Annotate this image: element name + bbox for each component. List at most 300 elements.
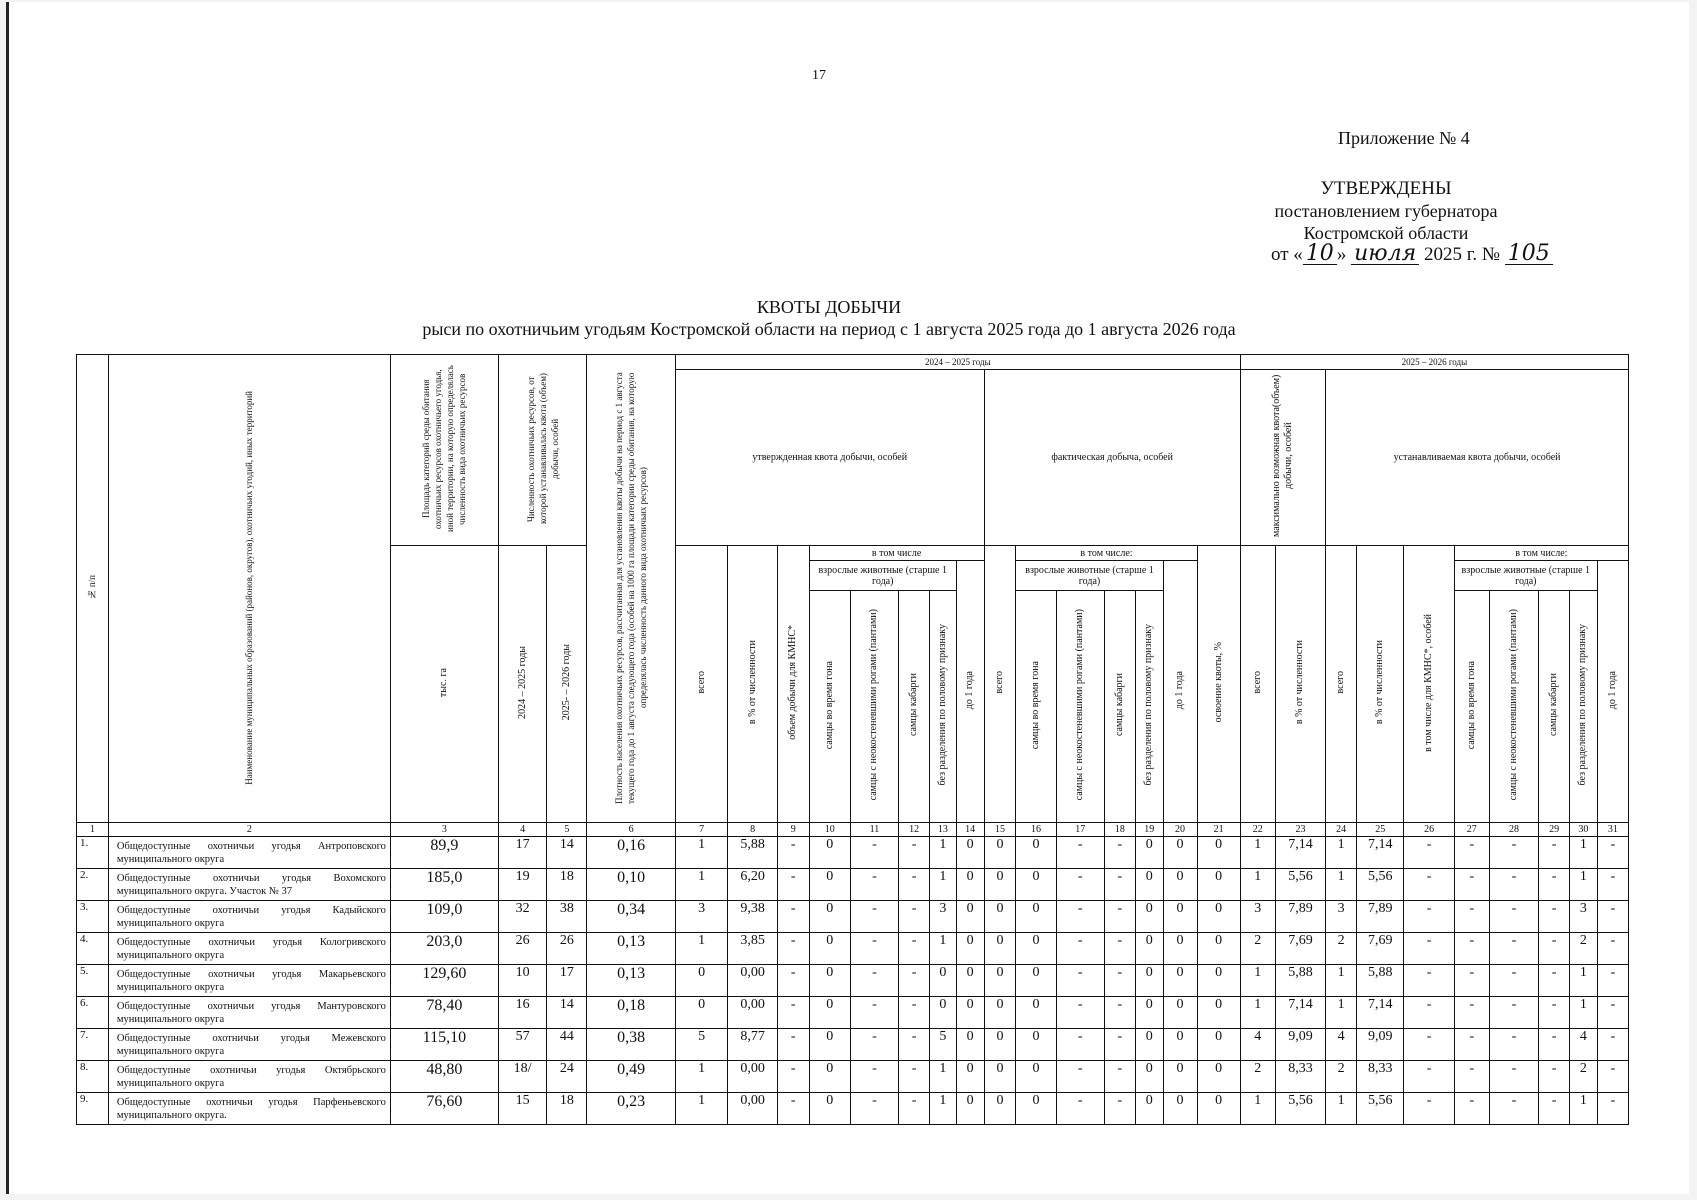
row-name — [108, 837, 390, 869]
table-cell: 0 — [1197, 1061, 1240, 1093]
table-cell: - — [777, 869, 809, 901]
table-cell: 1 — [675, 869, 727, 901]
header-young-14: до 1 года — [956, 561, 984, 823]
table-cell: - — [1454, 837, 1489, 869]
table-row — [77, 1029, 1629, 1061]
column-number: 17 — [1056, 823, 1104, 837]
table-cell: 0 — [984, 1029, 1016, 1061]
table-cell: 0 — [809, 965, 850, 997]
table-cell: 0 — [809, 1029, 850, 1061]
table-cell: 0 — [1135, 901, 1163, 933]
table-cell: 15 — [498, 1093, 546, 1125]
table-cell: 2 — [1326, 1061, 1357, 1093]
table-cell: 5 — [675, 1029, 727, 1061]
row-number: 5. — [77, 965, 109, 997]
column-number: 4 — [498, 823, 546, 837]
table-cell: - — [1404, 1029, 1454, 1061]
table-cell: 0 — [1135, 965, 1163, 997]
table-cell: 0 — [675, 997, 727, 1029]
column-number: 12 — [899, 823, 930, 837]
document-title-block — [9, 296, 1649, 340]
table-cell: 0 — [1016, 1061, 1056, 1093]
table-cell: 0 — [1016, 837, 1056, 869]
table-cell: 0 — [956, 965, 984, 997]
table-cell: - — [1056, 933, 1104, 965]
row-name — [108, 997, 390, 1029]
table-cell: - — [850, 837, 898, 869]
header-pct-23: в % от численности — [1275, 546, 1325, 823]
table-cell: 0 — [809, 869, 850, 901]
approval-line-1: постановлением губернатора — [1274, 201, 1498, 221]
table-cell: - — [899, 933, 930, 965]
table-cell: 1 — [675, 1061, 727, 1093]
column-number: 7 — [675, 823, 727, 837]
table-cell: 0 — [984, 933, 1016, 965]
header-antlers-17: самцы с неокостеневшими рогами (пантами) — [1056, 591, 1104, 823]
header-max-quota: максимально возможная квота(объем) добычи, особей — [1240, 370, 1325, 546]
table-cell: 0 — [1135, 869, 1163, 901]
table-row — [77, 1093, 1629, 1125]
table-row — [77, 1061, 1629, 1093]
table-cell: - — [1597, 1061, 1628, 1093]
column-number: 8 — [728, 823, 777, 837]
header-rut-10: самцы во время гона — [809, 591, 850, 823]
table-cell: - — [1539, 1093, 1570, 1125]
column-number: 15 — [984, 823, 1016, 837]
column-number: 29 — [1539, 823, 1570, 837]
table-cell: 32 — [498, 901, 546, 933]
header-nosex-30: без разделения по половому признаку — [1570, 591, 1598, 823]
table-cell: 0 — [1163, 869, 1197, 901]
table-cell: 0 — [1135, 997, 1163, 1029]
table-cell: 18/ — [498, 1061, 546, 1093]
table-cell: 57 — [498, 1029, 546, 1061]
table-cell: 1 — [1570, 837, 1598, 869]
table-cell: 0 — [1016, 1093, 1056, 1125]
table-cell: 0 — [984, 997, 1016, 1029]
table-cell: 18 — [547, 1093, 587, 1125]
header-musk-29: самцы кабарги — [1539, 591, 1570, 823]
table-cell: 78,40 — [390, 997, 498, 1029]
header-antlers-11: самцы с неокостеневшими рогами (пантами) — [850, 591, 898, 823]
table-cell: 0 — [1163, 1093, 1197, 1125]
column-number: 21 — [1197, 823, 1240, 837]
row-name — [108, 933, 390, 965]
table-cell: - — [777, 901, 809, 933]
table-cell: 0,00 — [728, 965, 777, 997]
header-adults-b: взрослые животные (старше 1 года) — [1016, 561, 1163, 591]
table-cell: 109,0 — [390, 901, 498, 933]
table-cell: 7,89 — [1275, 901, 1325, 933]
table-cell: - — [1539, 933, 1570, 965]
row-name-text: Общедоступные охотничьи угодья Вохомского муниципального округа. Участок № 37 — [116, 873, 386, 897]
table-cell: 0,00 — [728, 1061, 777, 1093]
table-cell: 0 — [1016, 901, 1056, 933]
table-cell: 5,56 — [1275, 1093, 1325, 1125]
table-cell: - — [1404, 901, 1454, 933]
table-cell: 1 — [1240, 869, 1275, 901]
table-cell: 3 — [1570, 901, 1598, 933]
table-cell: 7,14 — [1357, 837, 1404, 869]
table-cell: - — [1597, 997, 1628, 1029]
table-cell: - — [1454, 933, 1489, 965]
table-cell: - — [850, 965, 898, 997]
row-name-text: Общедоступные охотничьи угодья Октябрьского муниципального округа — [116, 1065, 386, 1089]
appendix-label: Приложение № 4 — [1338, 128, 1470, 148]
table-cell: 0,38 — [587, 1029, 676, 1061]
table-cell: 26 — [498, 933, 546, 965]
header-area: Площадь категорий среды обитания охотничьих ресурсов охотничьего угодья, иной территории, на которую определялась численность вида охотничьих ресурсов — [390, 355, 498, 546]
table-cell: 0 — [984, 1093, 1016, 1125]
table-cell: - — [1539, 997, 1570, 1029]
date-prefix: от « — [1271, 244, 1303, 265]
table-cell: 9,09 — [1357, 1029, 1404, 1061]
table-cell: 0,00 — [728, 997, 777, 1029]
table-cell: - — [1056, 997, 1104, 1029]
table-cell: 5,56 — [1357, 1093, 1404, 1125]
header-rut-16: самцы во время гона — [1016, 591, 1056, 823]
table-cell: - — [1056, 965, 1104, 997]
table-cell: 0 — [984, 869, 1016, 901]
table-cell: - — [1404, 1061, 1454, 1093]
table-cell: 48,80 — [390, 1061, 498, 1093]
table-cell: 1 — [1326, 837, 1357, 869]
table-cell: - — [850, 1093, 898, 1125]
table-cell: - — [1454, 1093, 1489, 1125]
header-period-2025: 2025 – 2026 годы — [1240, 355, 1628, 370]
table-cell: 2 — [1240, 1061, 1275, 1093]
table-cell: 19 — [498, 869, 546, 901]
table-cell: - — [1104, 869, 1135, 901]
approval-stamp — [1271, 178, 1550, 266]
table-cell: - — [1104, 1061, 1135, 1093]
header-antlers-28: самцы с неокостеневшими рогами (пантами) — [1489, 591, 1538, 823]
row-name-text: Общедоступные охотничьи угодья Антроповского муниципального округа — [116, 841, 386, 865]
table-cell: 0 — [956, 1093, 984, 1125]
table-cell: 1 — [1326, 997, 1357, 1029]
table-cell: 0 — [1135, 837, 1163, 869]
table-cell: 1 — [1326, 965, 1357, 997]
table-cell: 0 — [1163, 997, 1197, 1029]
table-cell: 8,33 — [1275, 1061, 1325, 1093]
table-cell: 0 — [1197, 837, 1240, 869]
table-cell: 185,0 — [390, 869, 498, 901]
table-cell: 0 — [956, 901, 984, 933]
column-number: 10 — [809, 823, 850, 837]
table-cell: 4 — [1570, 1029, 1598, 1061]
row-name — [108, 869, 390, 901]
column-number: 11 — [850, 823, 898, 837]
table-cell: - — [1539, 965, 1570, 997]
table-cell: 4 — [1240, 1029, 1275, 1061]
table-cell: - — [777, 1029, 809, 1061]
table-cell: - — [1404, 837, 1454, 869]
table-cell: - — [1539, 1029, 1570, 1061]
table-cell: 17 — [498, 837, 546, 869]
table-cell: - — [1454, 869, 1489, 901]
row-name-text: Общедоступные охотничьи угодья Межевского муниципального округа — [116, 1033, 386, 1057]
date-mid: » — [1336, 244, 1347, 265]
table-cell: 0 — [1135, 1061, 1163, 1093]
table-cell: - — [1104, 933, 1135, 965]
table-cell: - — [899, 1093, 930, 1125]
table-cell: 0 — [1163, 837, 1197, 869]
table-cell: - — [1454, 1061, 1489, 1093]
table-cell: 0 — [1016, 869, 1056, 901]
column-number: 28 — [1489, 823, 1538, 837]
table-cell: 8,33 — [1357, 1061, 1404, 1093]
header-young-31: до 1 года — [1597, 561, 1628, 823]
table-cell: - — [1597, 901, 1628, 933]
row-name-text: Общедоступные охотничьи угодья Мантуровского муниципального округа — [116, 1001, 386, 1025]
table-row — [77, 901, 1629, 933]
header-population: Численность охотничьих ресурсов, от которой устанавливалась квота (объем) добычи, особей — [498, 355, 586, 546]
document-title: КВОТЫ ДОБЫЧИ — [756, 297, 902, 317]
table-cell: 0 — [984, 965, 1016, 997]
header-pop-y2: 2025- – 2026 годы — [547, 546, 587, 823]
table-row — [77, 837, 1629, 869]
table-cell: 0 — [1197, 965, 1240, 997]
table-cell: - — [1056, 1061, 1104, 1093]
column-number: 5 — [547, 823, 587, 837]
table-cell: - — [1454, 901, 1489, 933]
row-name-text: Общедоступные охотничьи угодья Макарьевского муниципального округа — [116, 969, 386, 993]
row-name — [108, 1061, 390, 1093]
approval-line-2: Костромской области — [1303, 223, 1469, 243]
table-cell: 1 — [1570, 869, 1598, 901]
row-number: 3. — [77, 901, 109, 933]
table-cell: 0,49 — [587, 1061, 676, 1093]
table-cell: 0 — [1163, 933, 1197, 965]
column-number: 20 — [1163, 823, 1197, 837]
column-number: 13 — [930, 823, 957, 837]
table-cell: 3 — [1240, 901, 1275, 933]
row-name — [108, 1093, 390, 1125]
header-adults-c: взрослые животные (старше 1 года) — [1454, 561, 1597, 591]
header-actual: фактическая добыча, особей — [984, 370, 1240, 546]
table-cell: - — [1489, 1093, 1538, 1125]
table-cell: - — [899, 901, 930, 933]
table-cell: 0 — [1197, 1029, 1240, 1061]
table-cell: 0 — [956, 869, 984, 901]
header-pop-y1: 2024 – 2025 годы — [498, 546, 546, 823]
table-cell: 5,88 — [728, 837, 777, 869]
table-cell: - — [1056, 901, 1104, 933]
quota-table — [76, 354, 1629, 1125]
table-cell: 3 — [930, 901, 957, 933]
table-cell: - — [777, 965, 809, 997]
header-total-24: всего — [1326, 546, 1357, 823]
row-name-text: Общедоступные охотничьи угодья Кадыйского муниципального округа — [116, 905, 386, 929]
table-cell: 7,89 — [1357, 901, 1404, 933]
table-cell: 1 — [1326, 1093, 1357, 1125]
table-cell: 0 — [930, 997, 957, 1029]
column-number: 2 — [108, 823, 390, 837]
table-cell: - — [1104, 997, 1135, 1029]
column-number: 22 — [1240, 823, 1275, 837]
column-number-row — [77, 823, 1629, 837]
table-cell: - — [850, 933, 898, 965]
table-cell: 0 — [809, 837, 850, 869]
table-cell: 0 — [956, 997, 984, 1029]
table-cell: 3,85 — [728, 933, 777, 965]
table-cell: 1 — [675, 933, 727, 965]
table-cell: 0,18 — [587, 997, 676, 1029]
table-cell: 7,14 — [1275, 997, 1325, 1029]
date-year: 2025 г. № — [1423, 244, 1500, 265]
approval-date — [1271, 241, 1550, 266]
handwritten-number: 105 — [1505, 244, 1553, 265]
table-cell: 0 — [809, 901, 850, 933]
table-cell: 0 — [1197, 869, 1240, 901]
table-cell: - — [850, 1061, 898, 1093]
header-incl-c: в том числе: — [1454, 546, 1628, 561]
table-cell: - — [1104, 1093, 1135, 1125]
table-cell: 0 — [1016, 933, 1056, 965]
column-number: 1 — [77, 823, 109, 837]
table-cell: 0 — [809, 933, 850, 965]
table-cell: - — [1597, 965, 1628, 997]
table-cell: 0 — [1135, 1029, 1163, 1061]
table-cell: 1 — [1240, 997, 1275, 1029]
table-cell: - — [1056, 1093, 1104, 1125]
table-cell: 1 — [930, 837, 957, 869]
header-incl-b: в том числе: — [1016, 546, 1197, 561]
table-cell: 1 — [1570, 1093, 1598, 1125]
table-cell: 0 — [1016, 1029, 1056, 1061]
table-cell: 7,14 — [1357, 997, 1404, 1029]
table-cell: - — [1404, 933, 1454, 965]
column-number: 31 — [1597, 823, 1628, 837]
table-row — [77, 997, 1629, 1029]
table-cell: 115,10 — [390, 1029, 498, 1061]
row-number: 9. — [77, 1093, 109, 1125]
table-cell: 0 — [1197, 933, 1240, 965]
row-name — [108, 1029, 390, 1061]
table-cell: - — [1489, 997, 1538, 1029]
table-cell: - — [850, 901, 898, 933]
table-cell: 0,13 — [587, 933, 676, 965]
row-name-text: Общедоступные охотничьи угодья Кологривского муниципального округа — [116, 937, 386, 961]
table-cell: - — [1056, 869, 1104, 901]
table-cell: 3 — [675, 901, 727, 933]
table-cell: - — [1404, 965, 1454, 997]
table-cell: 0 — [984, 1061, 1016, 1093]
header-set-quota: устанавливаемая квота добычи, особей — [1326, 370, 1629, 546]
table-cell: - — [1104, 837, 1135, 869]
header-rut-27: самцы во время гона — [1454, 591, 1489, 823]
table-cell: - — [1056, 1029, 1104, 1061]
table-cell: 0 — [956, 933, 984, 965]
table-cell: - — [1489, 933, 1538, 965]
table-cell: 16 — [498, 997, 546, 1029]
header-adults-a: взрослые животные (старше 1 года) — [809, 561, 956, 591]
table-cell: - — [777, 1061, 809, 1093]
table-cell: - — [1489, 1029, 1538, 1061]
header-period-2024: 2024 – 2025 годы — [675, 355, 1240, 370]
table-cell: 1 — [1570, 965, 1598, 997]
column-number: 25 — [1357, 823, 1404, 837]
table-cell: - — [1597, 933, 1628, 965]
table-cell: - — [1404, 1093, 1454, 1125]
document-page — [6, 2, 1689, 1194]
table-cell: - — [1597, 1093, 1628, 1125]
column-number: 19 — [1135, 823, 1163, 837]
table-cell: 8,77 — [728, 1029, 777, 1061]
table-cell: - — [899, 837, 930, 869]
column-number: 18 — [1104, 823, 1135, 837]
column-number: 24 — [1326, 823, 1357, 837]
row-number: 8. — [77, 1061, 109, 1093]
table-cell: 1 — [930, 869, 957, 901]
table-cell: 44 — [547, 1029, 587, 1061]
row-number: 4. — [77, 933, 109, 965]
table-cell: 0 — [1016, 965, 1056, 997]
column-number: 27 — [1454, 823, 1489, 837]
table-cell: 0 — [1163, 1029, 1197, 1061]
table-cell: 1 — [675, 837, 727, 869]
table-cell: 0 — [1135, 1093, 1163, 1125]
column-number: 3 — [390, 823, 498, 837]
column-number: 9 — [777, 823, 809, 837]
table-cell: 9,09 — [1275, 1029, 1325, 1061]
table-cell: - — [777, 837, 809, 869]
column-number: 26 — [1404, 823, 1454, 837]
table-cell: 26 — [547, 933, 587, 965]
row-number: 7. — [77, 1029, 109, 1061]
table-cell: - — [1539, 837, 1570, 869]
table-cell: - — [1104, 1029, 1135, 1061]
row-name-text: Общедоступные охотничьи угодья Парфеньевского муниципального округа. — [116, 1097, 386, 1121]
table-cell: - — [1404, 997, 1454, 1029]
table-cell: 2 — [1240, 933, 1275, 965]
table-cell: 18 — [547, 869, 587, 901]
handwritten-month: июля — [1351, 244, 1419, 265]
header-kmns-9: объем добычи для КМНС* — [777, 546, 809, 823]
table-cell: 129,60 — [390, 965, 498, 997]
header-name: Наименование муниципальных образований (районов, округов), охотничьих угодий, иных территорий — [108, 355, 390, 823]
table-cell: - — [1597, 1029, 1628, 1061]
table-cell: - — [1489, 965, 1538, 997]
table-cell: 5,88 — [1275, 965, 1325, 997]
table-cell: 5,56 — [1275, 869, 1325, 901]
table-cell: 2 — [1570, 933, 1598, 965]
table-cell: 2 — [1326, 933, 1357, 965]
table-cell: 89,9 — [390, 837, 498, 869]
table-row — [77, 933, 1629, 965]
table-cell: 2 — [1570, 1061, 1598, 1093]
header-mastery: освоение квоты, % — [1197, 546, 1240, 823]
table-cell: - — [1104, 965, 1135, 997]
table-row — [77, 869, 1629, 901]
header-nosex-13: без разделения по половому признаку — [930, 591, 957, 823]
table-body — [77, 823, 1629, 1125]
table-cell: - — [850, 997, 898, 1029]
table-cell: - — [777, 1093, 809, 1125]
header-pct-25: в % от численности — [1357, 546, 1404, 823]
table-cell: - — [850, 869, 898, 901]
table-cell: - — [899, 1061, 930, 1093]
table-cell: - — [1597, 837, 1628, 869]
table-cell: 6,20 — [728, 869, 777, 901]
table-cell: 0,23 — [587, 1093, 676, 1125]
header-kmns-26: в том числе для КМНС*, особей — [1404, 546, 1454, 823]
table-cell: 0 — [930, 965, 957, 997]
table-cell: 5,88 — [1357, 965, 1404, 997]
table-cell: 4 — [1326, 1029, 1357, 1061]
table-cell: - — [899, 997, 930, 1029]
column-number: 16 — [1016, 823, 1056, 837]
